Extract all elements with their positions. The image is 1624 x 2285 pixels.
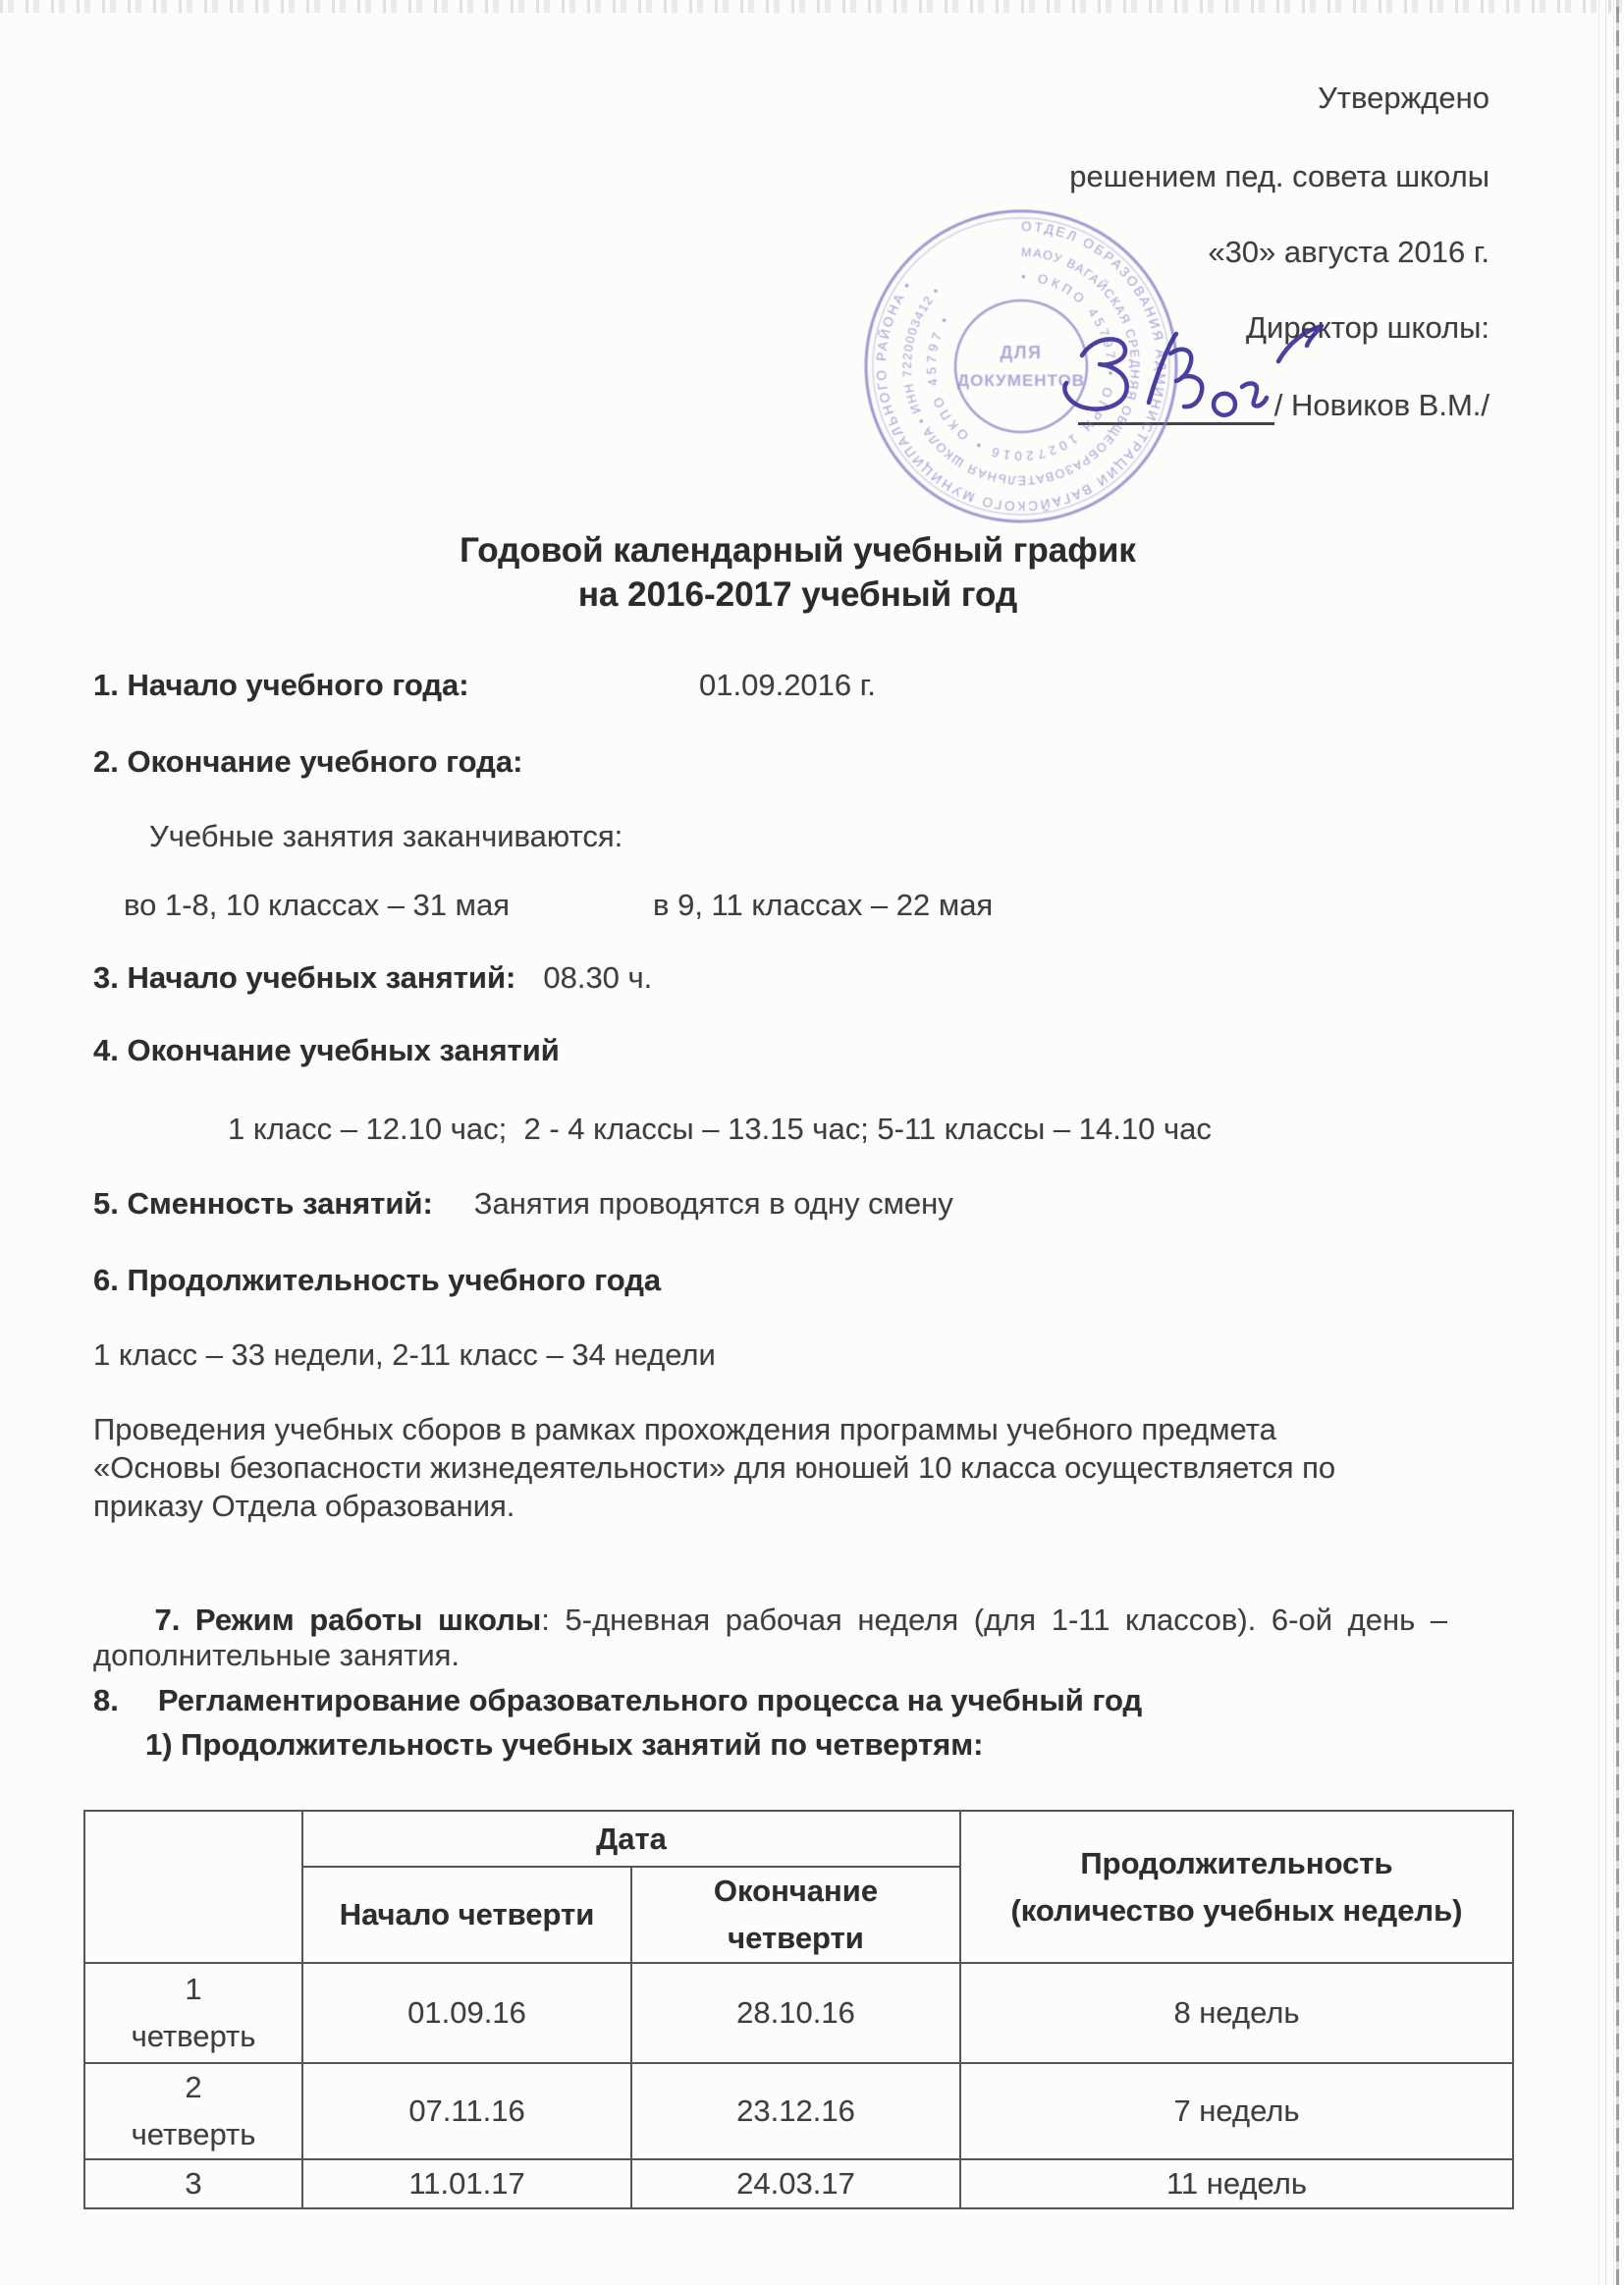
- document-title-line2: на 2016-2017 учебный год: [577, 575, 1018, 614]
- stamp-center-line1: ДЛЯ: [1000, 343, 1043, 362]
- item2-detail-left: во 1-8, 10 классах – 31 мая: [124, 888, 510, 922]
- item3-row: [93, 958, 652, 998]
- header-duration-line2: (количество учебных недель): [1010, 1892, 1463, 1928]
- row2-duration: 7 недель: [960, 2063, 1513, 2159]
- stamp-middle-ring-text: МАОУ ВАГАЙСКАЯ СРЕДНЯЯ ОБЩЕОБРАЗОВАТЕЛЬНАЯ ШКОЛА • ИНН 7220003412 •: [899, 245, 1143, 488]
- item5-label: 5. Сменность занятий:: [93, 1186, 433, 1221]
- row3-end: 24.03.17: [631, 2159, 960, 2208]
- row1-label-line1: 1: [185, 1972, 202, 2006]
- paragraph-line2: «Основы безопасности жизнедеятельности» для юношей 10 класса осуществляется по: [93, 1450, 1336, 1485]
- table-row-quarter-1: [84, 1963, 1513, 2063]
- stamp-number-ring-text: • ОКПО 45797 • ОГРН 10272016 • ОКПО 45797 •: [923, 268, 1119, 464]
- row2-label-line1: 2: [185, 2070, 202, 2104]
- row1-label: [84, 1963, 302, 2063]
- paragraph-line1: Проведения учебных сборов в рамках прохождения программы учебного предмета: [93, 1412, 1276, 1446]
- item8-subheading: 1) Продолжительность учебных занятий по четвертям:: [145, 1727, 984, 1762]
- item5-value: Занятия проводятся в одну смену: [473, 1186, 953, 1221]
- row2-label: [84, 2063, 302, 2159]
- header-duration-line1: Продолжительность: [1080, 1845, 1393, 1880]
- header-quarter-end-line1: Окончание: [713, 1874, 879, 1908]
- approval-line-decision: решением пед. совета школы: [1069, 159, 1489, 193]
- item1-value: 01.09.2016 г.: [699, 668, 876, 702]
- table-row-quarter-2: [84, 2063, 1513, 2159]
- item8-heading: Регламентирование образовательного процесса на учебный год: [157, 1683, 1143, 1717]
- item4-label: 4. Окончание учебных занятий: [93, 1033, 560, 1067]
- item5-row: [93, 1184, 953, 1224]
- table-header-row-1: [84, 1811, 1513, 1867]
- header-empty-cell: [84, 1811, 302, 1963]
- header-quarter-end-line2: четверти: [728, 1921, 864, 1955]
- document-title: [83, 528, 1512, 617]
- stamp-outer-ring-text: ОТДЕЛ ОБРАЗОВАНИЯ АДМИНИСТРАЦИИ ВАГАЙСКОГО МУНИЦИПАЛЬНОГО РАЙОНА •: [873, 218, 1169, 515]
- document-title-line1: Годовой календарный учебный график: [460, 531, 1136, 570]
- item7-rest: : 5-дневная рабочая неделя (для 1-11 классов). 6-ой день –: [541, 1603, 1448, 1637]
- header-duration: [960, 1811, 1513, 1963]
- row3-label: 3: [84, 2159, 302, 2208]
- row2-start: 07.11.16: [302, 2063, 631, 2159]
- item8-row: [93, 1681, 1142, 1720]
- header-date: Дата: [302, 1811, 960, 1867]
- item3-label: 3. Начало учебных занятий:: [93, 960, 516, 995]
- row1-start: 01.09.16: [302, 1963, 631, 2063]
- paragraph-line3: приказу Отдела образования.: [93, 1489, 515, 1523]
- scan-artifact-right-edge: [1595, 0, 1624, 2285]
- item3-value: 08.30 ч.: [543, 960, 653, 995]
- item2-subtitle: Учебные занятия заканчиваются:: [149, 819, 623, 853]
- quarters-table: [83, 1810, 1514, 2209]
- stamp-center-line2: ДОКУМЕНТОВ: [957, 371, 1085, 390]
- item6-detail: 1 класс – 33 недели, 2-11 класс – 34 недели: [93, 1337, 716, 1372]
- approval-line-date: «30» августа 2016 г.: [1208, 235, 1489, 269]
- row1-duration: 8 недель: [960, 1963, 1513, 2063]
- item7-label: 7. Режим работы школы: [154, 1603, 542, 1637]
- item8-number: 8.: [93, 1683, 119, 1717]
- director-name: / Новиков В.М./: [1273, 388, 1489, 422]
- row3-duration: 11 недель: [960, 2159, 1513, 2208]
- row1-end: 28.10.16: [631, 1963, 960, 2063]
- item1-label: 1. Начало учебного года:: [93, 668, 469, 702]
- director-label: Директор школы:: [1246, 310, 1489, 345]
- scan-artifact-top-edge: [0, 0, 1624, 13]
- director-signature-ink: [1031, 304, 1365, 452]
- item2-detail-right: в 9, 11 классах – 22 мая: [653, 888, 994, 922]
- item7-line2: дополнительные занятия.: [93, 1638, 460, 1672]
- row3-start: 11.01.17: [302, 2159, 631, 2208]
- header-quarter-start: Начало четверти: [302, 1867, 631, 1963]
- row2-label-line2: четверть: [131, 2117, 256, 2151]
- item6-label: 6. Продолжительность учебного года: [93, 1263, 662, 1297]
- approval-line-approved: Утверждено: [1318, 81, 1489, 115]
- row1-label-line2: четверть: [131, 2019, 256, 2053]
- header-quarter-end: [631, 1867, 960, 1963]
- item2-label: 2. Окончание учебного года:: [93, 744, 523, 779]
- row2-end: 23.12.16: [631, 2063, 960, 2159]
- training-camps-paragraph: [93, 1410, 1519, 1525]
- item4-detail: 1 класс – 12.10 час; 2 - 4 классы – 13.15 час; 5-11 классы – 14.10 час: [228, 1112, 1212, 1146]
- table-row-quarter-3: [84, 2159, 1513, 2208]
